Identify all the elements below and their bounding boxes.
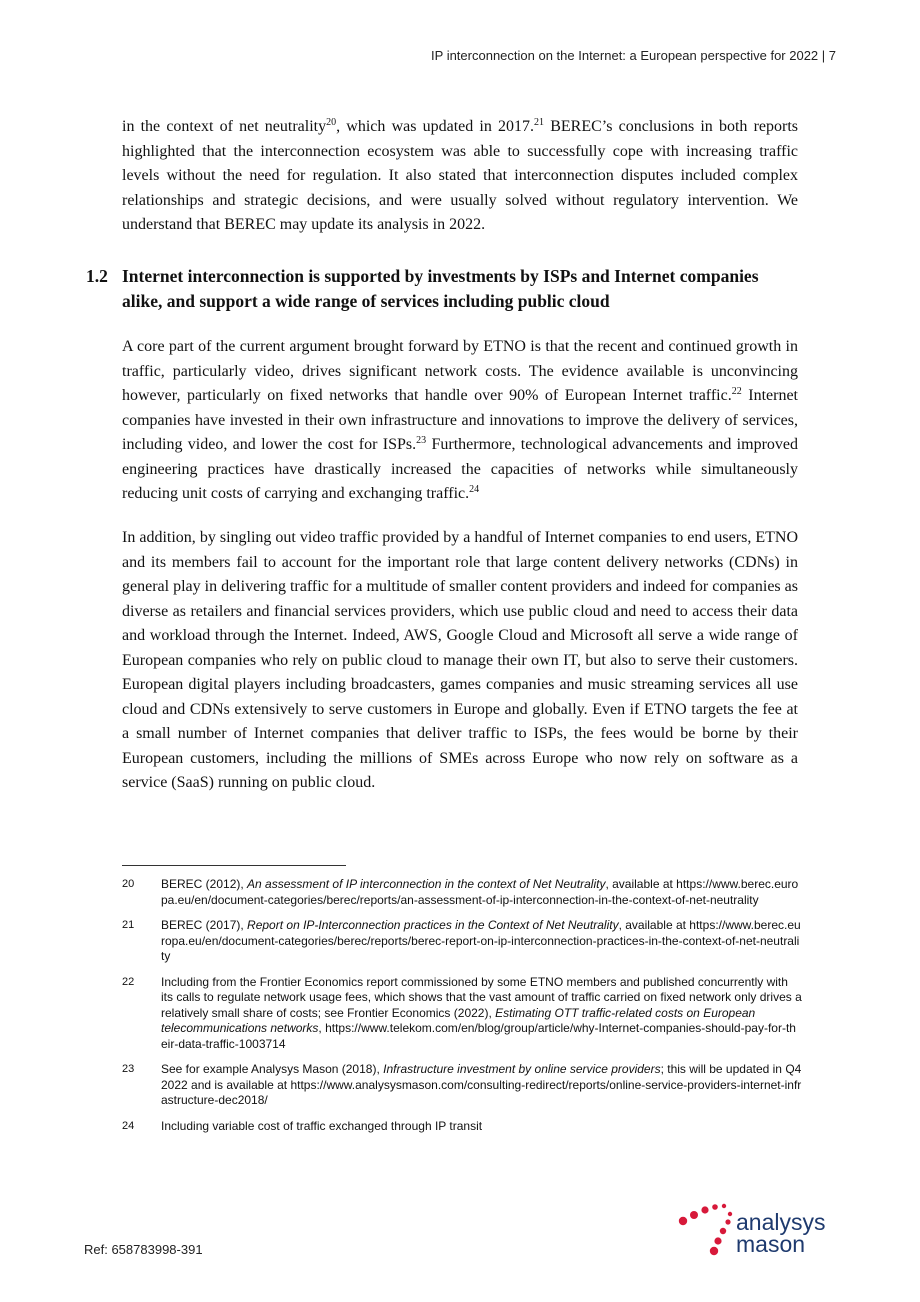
footnotes <box>122 877 802 1144</box>
logo-text-line2: mason <box>736 1231 806 1257</box>
footnote-ref-21[interactable]: 21 <box>534 117 545 128</box>
paragraph-1: in the context of net neutrality$^{20}$, which was updated in 2017.21 BEREC’s conclusions in both reports highlighted that the interconnection ecosystem was able to successfully cope with increasing traffic levels without the need for regulation. It also stated that interconnection disputes included complex relationships and strategic decisions, and were usually solved without regulatory intervention. We understand that BEREC may update its analysis in 2022. <box>122 117 798 233</box>
section-heading <box>86 264 801 314</box>
footnote-item: 20 BEREC (2012), An assessment of IP interconnection in the context of Net Neutrality, available at https://www.berec.europa.eu/en/document-categories/berec/reports/an-assessment-of-ip-interconnection-in-the-context-of-net-neutrality <box>122 877 799 907</box>
footnote-number: 21 <box>122 919 135 931</box>
footnote-link[interactable]: https://www.berec.europa.eu/en/document-categories/berec/reports/berec-report-on-ip-interconnection-practices-in-the-context-of-net-neutrality <box>161 918 801 963</box>
footnote-link[interactable]: https://www.analysysmason.com/consulting-redirect/reports/online-service-providers-internet-infrastructure-dec2018/ <box>161 1077 802 1107</box>
footnote-link[interactable]: https://www.telekom.com/en/blog/group/article/why-Internet-companies-should-pay-for-their-data-traffic-1003714 <box>161 1021 796 1051</box>
footnote-number: 20 <box>122 878 135 890</box>
running-header: IP interconnection on the Internet: a European perspective for 2022 | 7 <box>431 48 836 63</box>
footnote-ref-22[interactable]: 22 <box>731 386 742 397</box>
paragraph-3: In addition, by singling out video traffic provided by a handful of Internet companies to end users, ETNO and its members fail to account for the important role that large content delivery networks (CDNs) in general play in delivering traffic for a multitude of smaller content providers and indeed for companies as diverse as retailers and financial services providers, which use public cloud and need to access their data and workload through the Internet. Indeed, AWS, Google Cloud and Microsoft all serve a wide range of European companies who rely on public cloud to manage their own IT, but also to serve their customers. European digital players including broadcasters, games companies and music streaming services all use cloud and CDNs extensively to serve customers in Europe and globally. Even if ETNO targets the fee at a small number of Internet companies that deliver traffic to ISPs, the fees would be borne by their European customers, including the millions of SMEs across Europe who now rely on software as a service (SaaS) running on public cloud. <box>122 529 798 791</box>
footnote-ref-23[interactable]: 23 <box>416 435 427 446</box>
footnote-item: 21 BEREC (2017), Report on IP-Interconnection practices in the Context of Net Neutrality, available at https://www.berec.europa.eu/en/document-categories/berec/reports/berec-report-on-ip-interconnection-practices-in-the-context-of-net-neutrality <box>122 918 801 963</box>
footnote-number: 22 <box>122 975 135 988</box>
footnote-ref-20[interactable]: 20 <box>326 117 337 128</box>
logo-dots-icon <box>676 1202 736 1262</box>
analysys-mason-logo <box>676 1202 856 1262</box>
footnote-item: 24 Including variable cost of traffic exchanged through IP transit <box>122 1118 483 1133</box>
footnote-link[interactable]: https://www.berec.europa.eu/en/document-categories/berec/reports/an-assessment-of-ip-interconnection-in-the-context-of-net-neutrality <box>161 877 799 907</box>
logo-text-line1: analysys <box>736 1209 826 1235</box>
footnote-item: 23 See for example Analysys Mason (2018), Infrastructure investment by online service providers; this will be updated in Q4 2022 and is available at https://www.analysysmason.com/consulting-redirect/reports/online-service-providers-internet-infrastructure-dec2018/ <box>122 1062 802 1107</box>
paragraph-2: A core part of the current argument brought forward by ETNO is that the recent and continued growth in traffic, particularly video, drives significant network costs. The evidence available is unconvincing however, particularly on fixed networks that handle over 90% of European Internet traffic.$^{22}$ Internet companies have invested in their own infrastructure and innovations to improve the delivery of services, including video, and lower the cost for ISPs.$^{23}$ Furthermore, technological advancements and improved engineering practices have drastically increased the capacities of networks while simultaneously reducing unit costs of carrying and exchanging traffic.$^{24}$ <box>122 338 799 502</box>
reference-number: Ref: 658783998-391 <box>84 1242 203 1257</box>
footnote-number: 24 <box>122 1119 135 1132</box>
footnote-item: 22 Including from the Frontier Economics report commissioned by some ETNO members and published concurrently with its calls to regulate network usage fees, which shows that the vast amount of traffic carried on fixed network only drives a relatively small share of costs; see Frontier Economics (2022), Estimating OTT traffic-related costs on European telecommunications networks, https://www.telekom.com/en/blog/group/article/why-Internet-companies-should-pay-for-their-data-traffic-1003714 <box>122 974 802 1051</box>
section-number: 1.2 <box>86 266 108 286</box>
footnote-ref-24[interactable]: 24 <box>469 484 480 495</box>
section-title: Internet interconnection is supported by investments by ISPs and Internet companies alike, and support a wide range of services including public cloud <box>122 266 759 311</box>
footnote-number: 23 <box>122 1063 135 1075</box>
footnote-divider <box>122 865 346 866</box>
